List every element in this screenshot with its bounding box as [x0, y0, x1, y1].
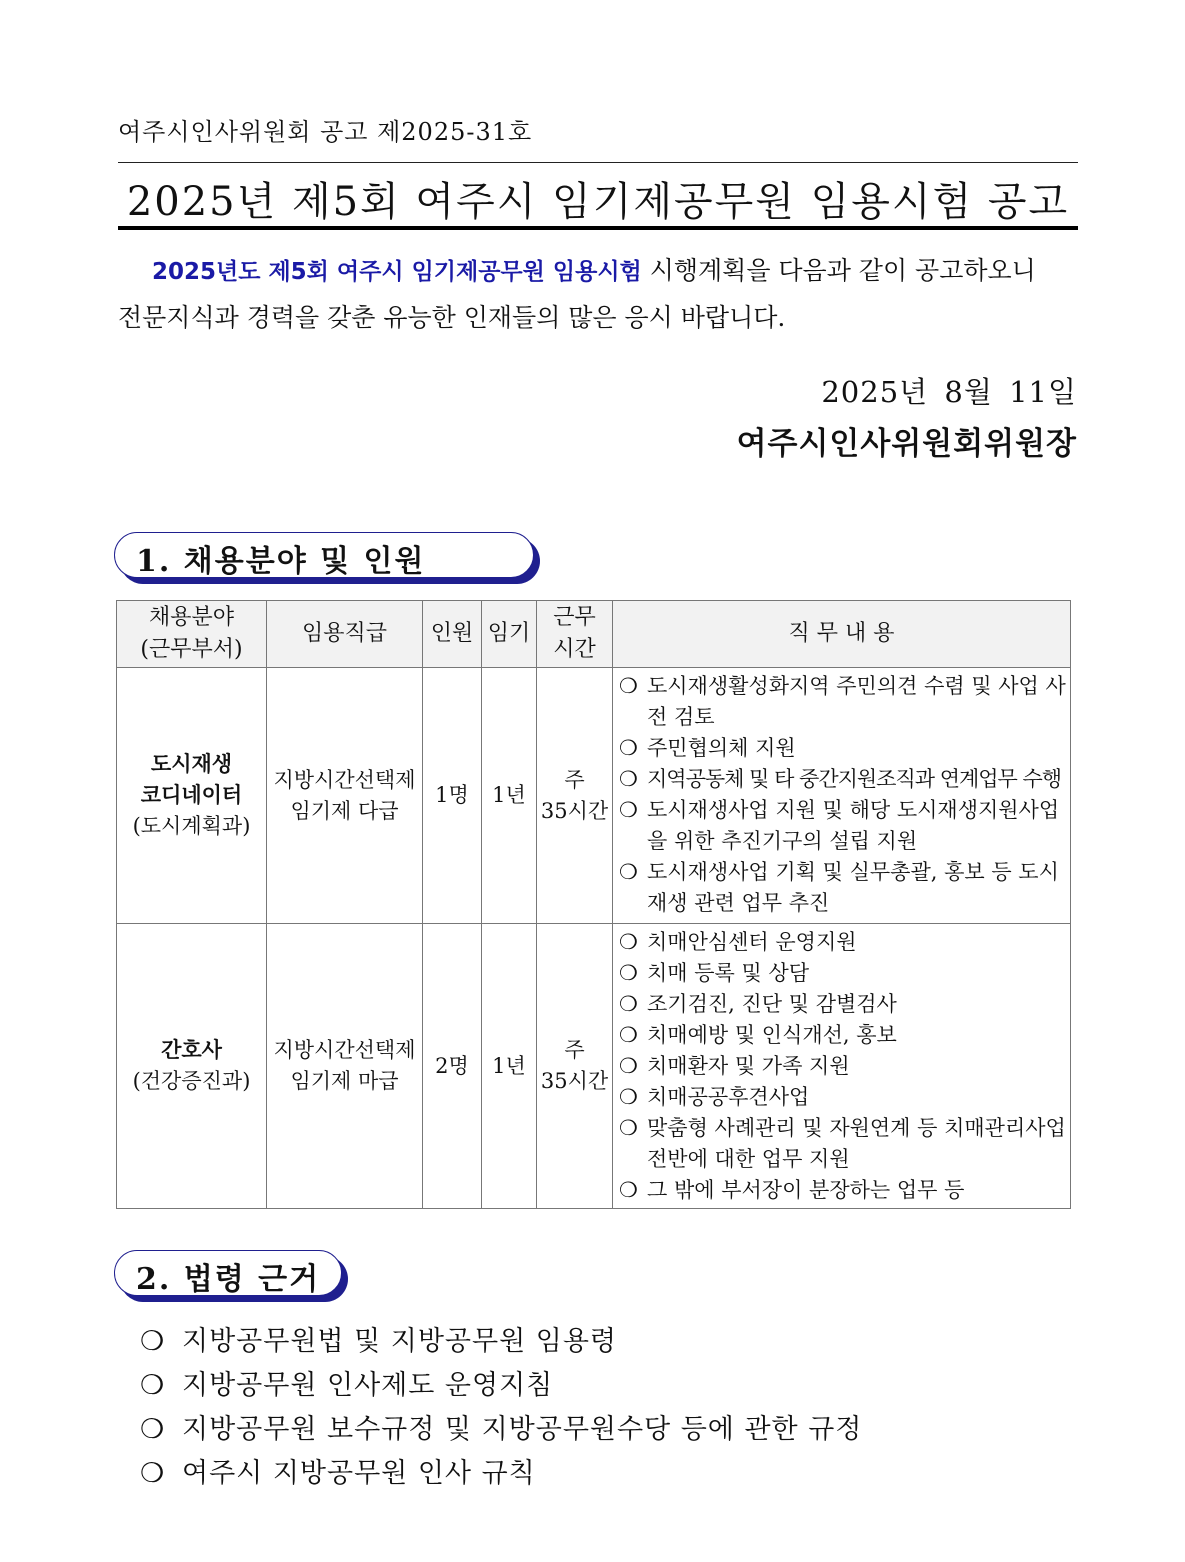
section2-heading-text: 2. 법령 근거 [136, 1262, 321, 1297]
grade-line2: 임기제 마급 [290, 1069, 399, 1093]
header-grade: 임용직급 [267, 601, 423, 668]
field-name-line2: 코디네이터 [140, 783, 243, 807]
section1-heading-text: 1. 채용분야 및 인원 [136, 544, 426, 579]
intro-text-line1: 시행계획을 다음과 같이 공고하오니 [641, 256, 1036, 285]
header-field [117, 601, 267, 668]
cell-field [117, 668, 267, 924]
header-hours-line1: 근무 [553, 605, 596, 630]
bullet-circle-icon: ❍ [140, 1414, 166, 1445]
grade-line2: 임기제 다급 [290, 798, 399, 823]
bullet-circle-icon: ❍ [619, 860, 638, 884]
duty-text: 치매 등록 및 상담 [647, 961, 810, 985]
bullet-circle-icon: ❍ [619, 674, 638, 698]
hours-line2: 35시간 [540, 1069, 609, 1093]
cell-hours [537, 668, 613, 924]
header-hours-line2: 시간 [553, 637, 596, 662]
duty-item [617, 1051, 1066, 1082]
bullet-circle-icon: ❍ [619, 1023, 638, 1047]
field-department: (건강증진과) [132, 1069, 251, 1093]
cell-term: 1년 [482, 924, 537, 1209]
bullet-circle-icon: ❍ [619, 1085, 638, 1109]
bullet-circle-icon: ❍ [140, 1370, 166, 1401]
duty-item [617, 1113, 1066, 1175]
duty-text: 맞춤형 사례관리 및 자원연계 등 치매관리사업 전반에 대한 업무 지원 [647, 1116, 1066, 1171]
duty-text: 주민협의체 지원 [647, 736, 796, 760]
duty-text: 도시재생활성화지역 주민의견 수렴 및 사업 사전 검토 [647, 674, 1066, 729]
bullet-circle-icon: ❍ [619, 767, 637, 791]
cell-duties [613, 668, 1071, 924]
signatory-name: 여주시인사위원회위원장 [736, 426, 1077, 462]
bullet-circle-icon: ❍ [140, 1458, 166, 1489]
duty-item [617, 857, 1066, 919]
duty-item [617, 1175, 1066, 1206]
field-name-line1: 도시재생 [150, 752, 233, 776]
intro-text-line2: 전문지식과 경력을 갖춘 유능한 인재들의 많은 응시 바랍니다. [118, 303, 786, 332]
hours-line1: 주 [564, 767, 585, 792]
intro-highlight: 2025년도 제5회 여주시 임기제공무원 임용시험 [152, 259, 642, 285]
bullet-circle-icon: ❍ [619, 1054, 638, 1078]
header-term: 임기 [482, 601, 537, 668]
bullet-circle-icon: ❍ [619, 961, 638, 985]
legal-item-text: 지방공무원법 및 지방공무원 임용령 [182, 1326, 617, 1357]
legal-item-text: 지방공무원 보수규정 및 지방공무원수당 등에 관한 규정 [182, 1414, 863, 1445]
list-item [140, 1408, 862, 1452]
hours-line2: 35시간 [540, 798, 609, 823]
cell-hours [537, 924, 613, 1209]
table-row [117, 924, 1071, 1209]
section1-heading [114, 532, 534, 578]
duty-item [617, 1082, 1066, 1113]
duty-item [617, 989, 1066, 1020]
cell-count: 1명 [423, 668, 482, 924]
cell-term: 1년 [482, 668, 537, 924]
cell-duties [613, 924, 1071, 1209]
title-bottom-rule [118, 226, 1078, 230]
intro-paragraph [118, 248, 1078, 340]
duty-item [617, 671, 1066, 733]
duty-text: 그 밖에 부서장이 분장하는 업무 등 [647, 1178, 965, 1202]
cell-grade [267, 924, 423, 1209]
duty-text: 도시재생사업 기획 및 실무총괄, 홍보 등 도시재생 관련 업무 추진 [647, 860, 1059, 915]
title-top-rule [118, 162, 1078, 163]
duty-text: 치매예방 및 인식개선, 홍보 [647, 1023, 897, 1047]
table-header-row [117, 601, 1071, 668]
bullet-circle-icon: ❍ [619, 1116, 638, 1140]
bullet-circle-icon: ❍ [619, 736, 638, 760]
page-title: 2025년 제5회 여주시 임기제공무원 임용시험 공고 [126, 179, 1070, 225]
recruitment-table [116, 600, 1071, 1209]
list-item [140, 1364, 862, 1408]
hours-line1: 주 [564, 1038, 585, 1062]
cell-grade [267, 668, 423, 924]
duty-item [617, 795, 1066, 857]
legal-item-text: 여주시 지방공무원 인사 규칙 [182, 1458, 536, 1489]
list-item [140, 1452, 862, 1496]
table-row [117, 668, 1071, 924]
header-field-line1: 채용분야 [148, 605, 234, 630]
header-field-line2: (근무부서) [140, 637, 243, 662]
grade-line1: 지방시간선택제 [273, 767, 416, 792]
duty-item [617, 958, 1066, 989]
duty-text: 지역공동체 및 타 중간지원조직과 연계업무 수행 [647, 767, 1062, 791]
header-count: 인원 [423, 601, 482, 668]
duty-item [617, 733, 1066, 764]
section2-heading [114, 1250, 342, 1296]
grade-line1: 지방시간선택제 [273, 1038, 416, 1062]
cell-count: 2명 [423, 924, 482, 1209]
cell-field [117, 924, 267, 1209]
duty-text: 조기검진, 진단 및 감별검사 [647, 992, 897, 1016]
header-duties: 직 무 내 용 [613, 601, 1071, 668]
bullet-circle-icon: ❍ [140, 1326, 166, 1357]
list-item [140, 1320, 862, 1364]
legal-basis-list [140, 1320, 862, 1496]
bullet-circle-icon: ❍ [619, 798, 638, 822]
duty-text: 치매환자 및 가족 지원 [647, 1054, 850, 1078]
header-hours [537, 601, 613, 668]
field-name-line1: 간호사 [161, 1038, 222, 1062]
bullet-circle-icon: ❍ [619, 930, 638, 954]
legal-item-text: 지방공무원 인사제도 운영지침 [182, 1370, 554, 1401]
duty-item [617, 764, 1066, 795]
bullet-circle-icon: ❍ [619, 992, 638, 1016]
duty-item [617, 927, 1066, 958]
duty-text: 치매안심센터 운영지원 [647, 930, 857, 954]
bullet-circle-icon: ❍ [619, 1178, 638, 1202]
notice-number: 여주시인사위원회 공고 제2025-31호 [118, 118, 533, 146]
duty-item [617, 1020, 1066, 1051]
announcement-date: 2025년 8월 11일 [821, 375, 1077, 409]
duty-text: 도시재생사업 지원 및 해당 도시재생지원사업을 위한 추진기구의 설립 지원 [647, 798, 1060, 853]
duty-text: 치매공공후견사업 [647, 1085, 810, 1109]
field-department: (도시계획과) [132, 814, 251, 838]
